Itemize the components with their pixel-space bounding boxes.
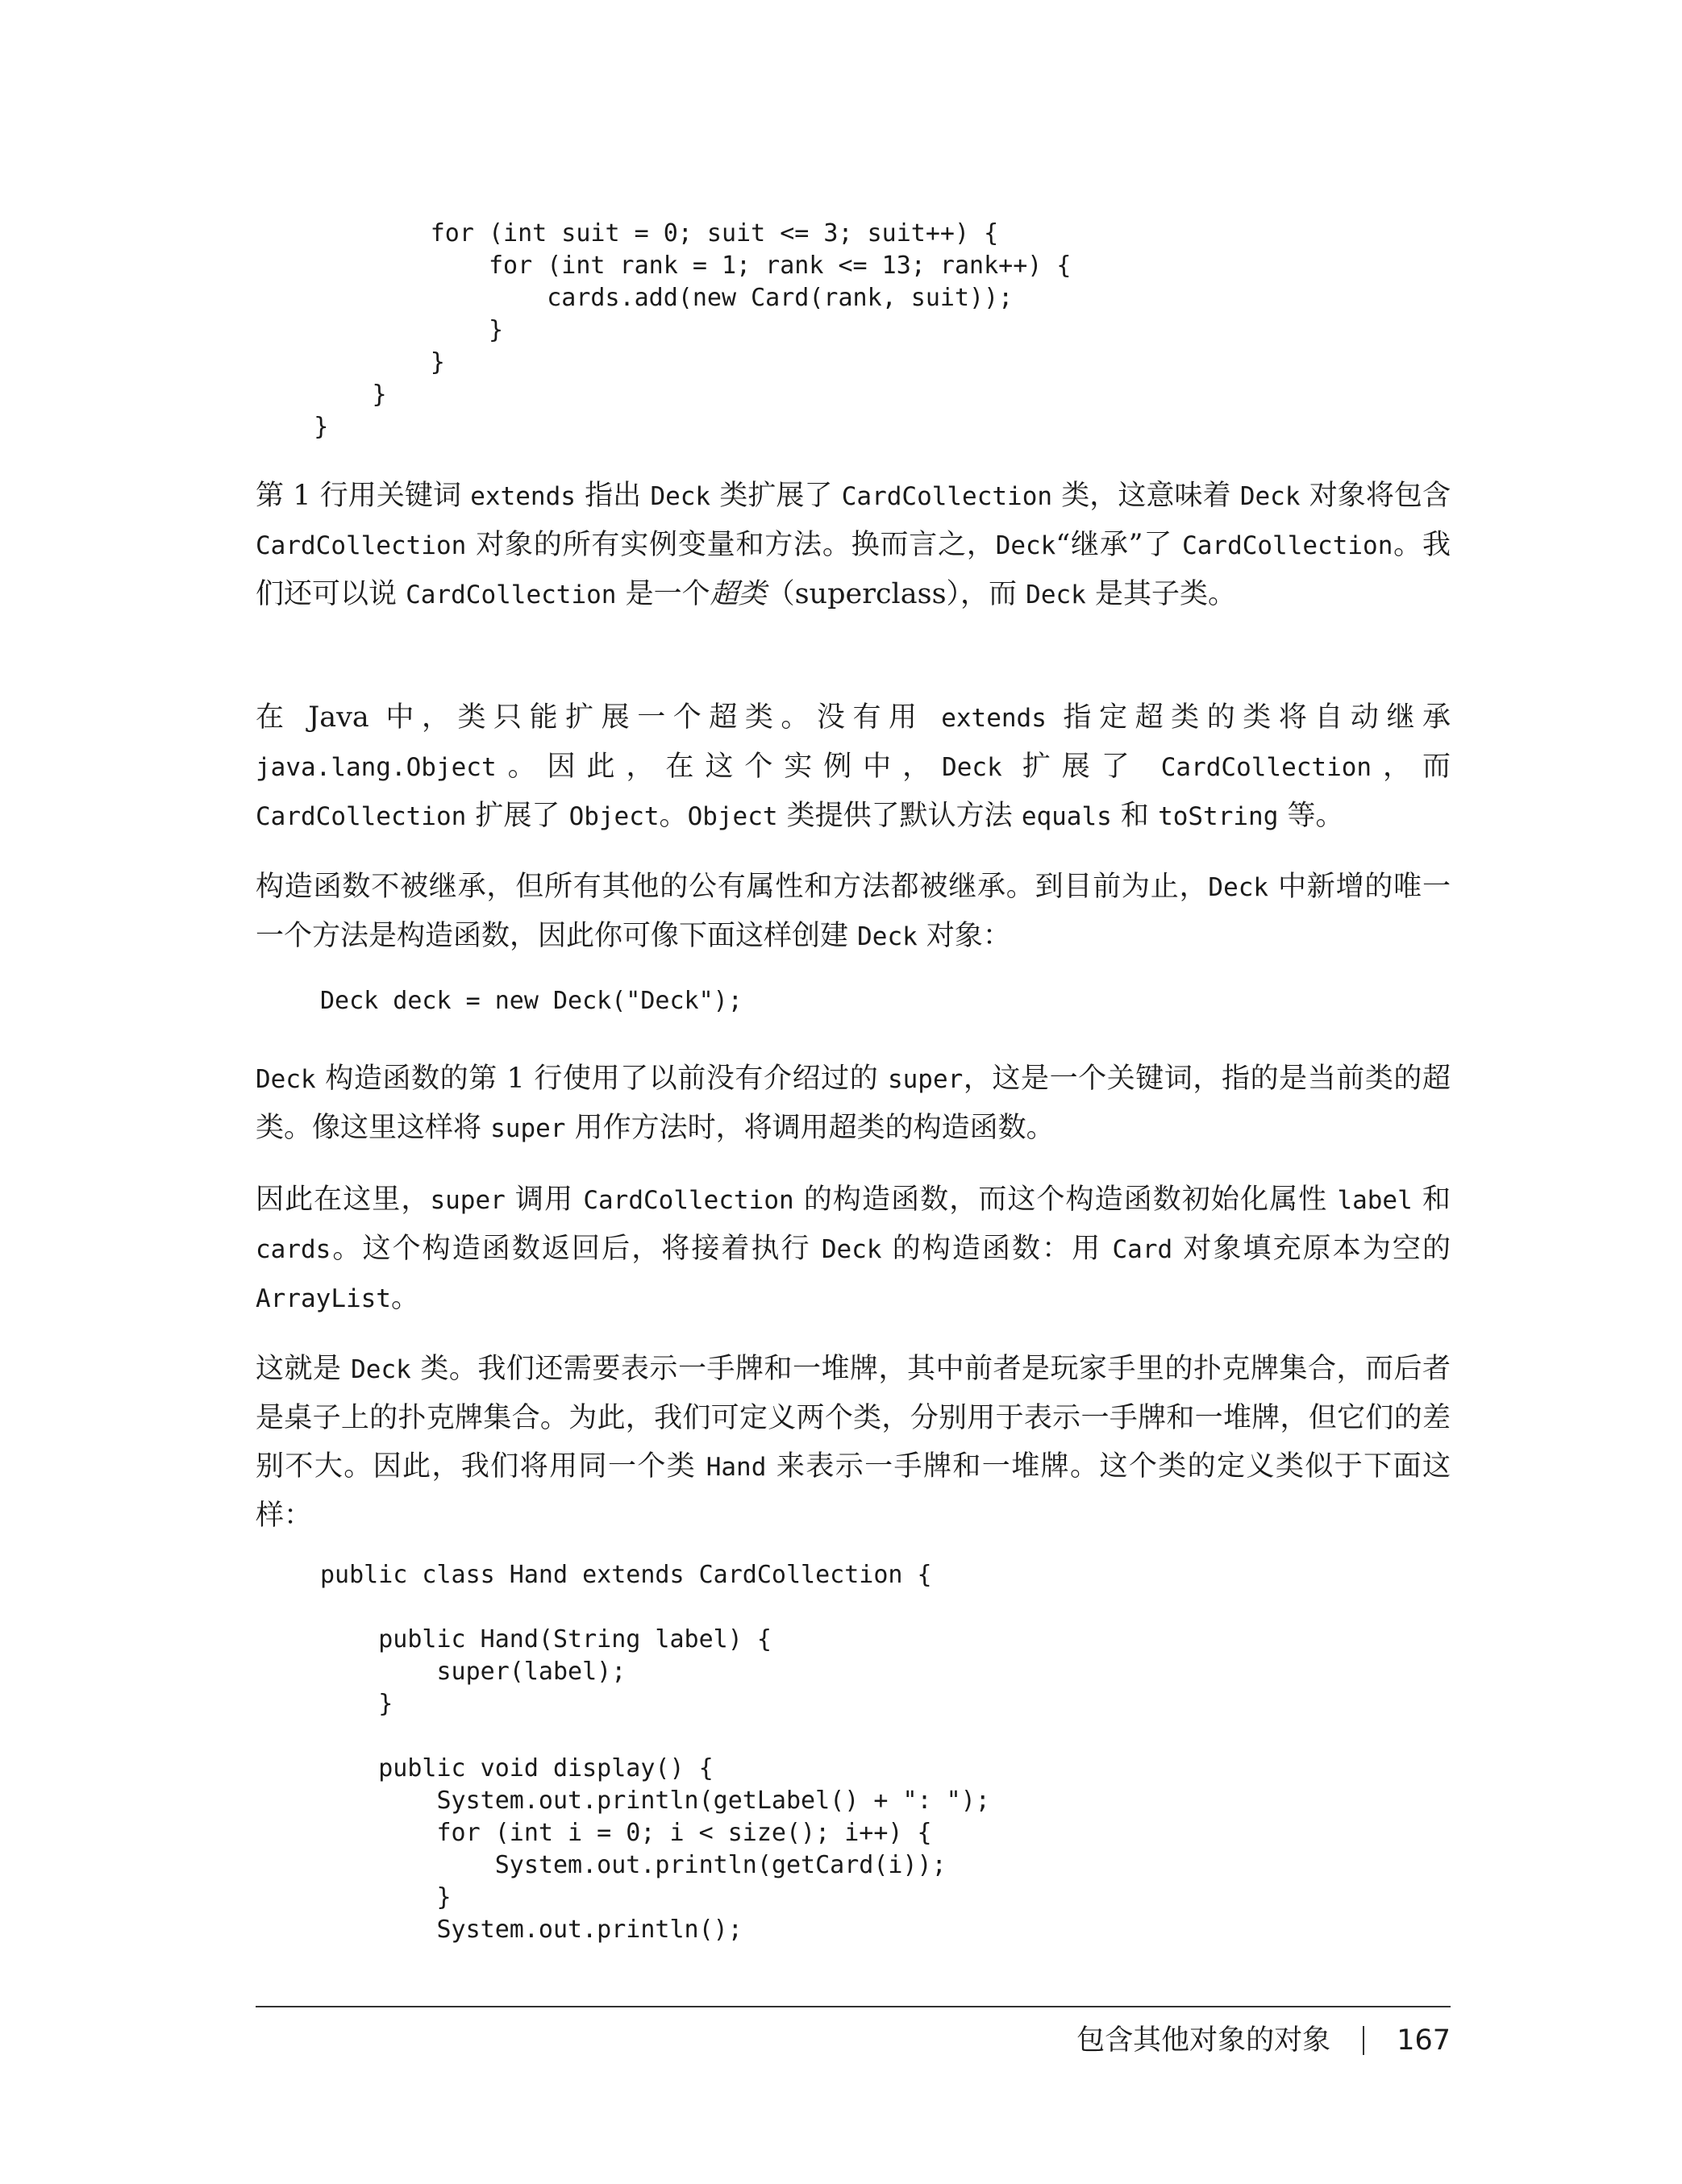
inline-code: Deck bbox=[1208, 873, 1269, 902]
inline-code: Deck bbox=[1026, 580, 1086, 609]
page-footer bbox=[1076, 2020, 1451, 2061]
inline-code: toString bbox=[1158, 802, 1279, 831]
inline-code: equals bbox=[1021, 802, 1112, 831]
text-run: 。我们还可以说 bbox=[256, 529, 1451, 610]
text-run: 和 bbox=[1111, 800, 1159, 832]
inline-code: CardCollection bbox=[583, 1186, 794, 1215]
text-run: 中新增的唯一一个方法是构造函数，因此你可像下面这样创建 bbox=[256, 871, 1451, 952]
text-run: 对象将包含 bbox=[1300, 480, 1451, 512]
text-run: 对象： bbox=[917, 920, 1011, 952]
inline-code: Deck bbox=[942, 753, 1002, 782]
text-run: 用作方法时，将调用超类的构造函数。 bbox=[565, 1112, 1055, 1144]
paragraph-super-keyword bbox=[256, 1055, 1451, 1153]
inline-code: extends bbox=[470, 482, 576, 511]
text-run: 第 1 行用关键词 bbox=[256, 480, 471, 512]
text-run: 对象的所有实例变量和方法。换而言之， bbox=[466, 529, 996, 561]
inline-code: CardCollection bbox=[406, 580, 617, 609]
inline-code: Object bbox=[687, 802, 778, 831]
text-run: 这就是 bbox=[256, 1353, 352, 1385]
text-run: “继承”了 bbox=[1055, 529, 1183, 561]
text-run: 等。 bbox=[1278, 800, 1344, 832]
inline-code: CardCollection bbox=[1160, 753, 1372, 782]
text-run: 和 bbox=[1412, 1184, 1451, 1216]
inline-code: super bbox=[887, 1065, 964, 1094]
text-run: 调用 bbox=[505, 1184, 584, 1216]
text-run: 构造函数的第 1 行使用了以前没有介绍过的 bbox=[315, 1063, 888, 1095]
inline-code: CardCollection bbox=[841, 482, 1053, 511]
paragraph-constructor-inheritance bbox=[256, 863, 1451, 961]
text-run: 是其子类。 bbox=[1085, 578, 1236, 610]
page-number: 167 bbox=[1397, 2024, 1451, 2057]
text-run: 。 bbox=[390, 1282, 419, 1314]
paragraph-hand-class-intro bbox=[256, 1345, 1451, 1540]
inline-code: CardCollection bbox=[256, 531, 467, 560]
inline-code: Deck bbox=[857, 922, 918, 951]
chapter-title: 包含其他对象的对象 bbox=[1076, 2024, 1331, 2057]
inline-code: cards bbox=[256, 1235, 331, 1264]
text-run: 的构造函数，而这个构造函数初始化属性 bbox=[793, 1184, 1338, 1216]
inline-code: Deck bbox=[351, 1355, 411, 1384]
text-run: 类，这意味着 bbox=[1052, 480, 1240, 512]
text-run: 。 bbox=[659, 800, 688, 832]
text-run: 指出 bbox=[575, 480, 651, 512]
paragraph-extends-explanation bbox=[256, 472, 1451, 619]
text-run: 类扩展了 bbox=[710, 480, 842, 512]
inline-code: CardCollection bbox=[1182, 531, 1393, 560]
text-run: （superclass），而 bbox=[766, 578, 1026, 610]
inline-code: super bbox=[490, 1114, 566, 1143]
text-run: 在 Java 中，类只能扩展一个超类。没有用 bbox=[256, 701, 942, 734]
inline-code: Deck bbox=[1239, 482, 1301, 511]
text-run: 对象填充原本为空的 bbox=[1172, 1233, 1451, 1265]
text-run: 构造函数不被继承，但所有其他的公有属性和方法都被继承。到目前为止， bbox=[256, 871, 1209, 903]
inline-code: Deck bbox=[821, 1235, 882, 1264]
emphasis-term: 超类 bbox=[710, 578, 767, 610]
inline-code: super bbox=[430, 1186, 506, 1215]
text-run: 。这个构造函数返回后，将接着执行 bbox=[331, 1233, 822, 1265]
text-run: ，而 bbox=[1372, 751, 1451, 783]
footer-divider bbox=[256, 2006, 1451, 2007]
text-run: 扩展了 bbox=[1001, 751, 1161, 783]
text-run: 来表示一手牌和一堆牌。这个类的定义类似于下面这样： bbox=[256, 1450, 1451, 1532]
inline-code: java.lang.Object bbox=[256, 753, 497, 782]
text-run: 类。我们还需要表示一手牌和一堆牌，其中前者是玩家手里的扑克牌集合，而后者是桌子上的扑克牌集合。为此，我们可定义两个类，分别用于表示一手牌和一堆牌，但它们的差别不大。因此，我们将用同一个类 bbox=[256, 1353, 1451, 1483]
text-run: 是一个 bbox=[616, 578, 710, 610]
paragraph-java-superclass bbox=[256, 693, 1451, 841]
text-run: 。因此，在这个实例中， bbox=[496, 751, 943, 783]
inline-code: Deck bbox=[995, 531, 1056, 560]
inline-code: label bbox=[1337, 1186, 1413, 1215]
inline-code: Hand bbox=[706, 1453, 767, 1482]
text-run: 因此在这里， bbox=[256, 1184, 431, 1216]
inline-code: Card bbox=[1112, 1235, 1173, 1264]
text-run: 扩展了 bbox=[466, 800, 569, 832]
text-run: 指定超类的类将自动继承 bbox=[1046, 701, 1451, 734]
paragraph-super-call bbox=[256, 1175, 1451, 1323]
inline-code: Deck bbox=[650, 482, 711, 511]
inline-code: Deck bbox=[256, 1065, 316, 1094]
inline-code: ArrayList bbox=[256, 1284, 391, 1313]
code-block-deck-instantiation: Deck deck = new Deck("Deck"); bbox=[320, 987, 743, 1015]
text-run: ，这是一个关键词，指的是当前类的超类。像这里这样将 bbox=[256, 1063, 1451, 1144]
inline-code: Object bbox=[568, 802, 660, 831]
inline-code: CardCollection bbox=[256, 802, 467, 831]
code-block-hand-class: public class Hand extends CardCollection { public Hand(String label) { super(label); } public void display() { System.out.println(getLabel() + ": "); for (int i = 0; i < size(); i++) { System.out.println(getCard(i)); } System.out.println(); bbox=[320, 1561, 990, 1944]
footer-separator bbox=[1363, 2026, 1364, 2055]
inline-code: extends bbox=[941, 704, 1047, 733]
text-run: 类提供了默认方法 bbox=[777, 800, 1022, 832]
code-block-deck-constructor-end: for (int suit = 0; suit <= 3; suit++) { for (int rank = 1; rank <= 13; rank++) { cards.add(new Card(rank, suit)); } } } } bbox=[314, 219, 1072, 441]
text-run: 的构造函数：用 bbox=[881, 1233, 1113, 1265]
